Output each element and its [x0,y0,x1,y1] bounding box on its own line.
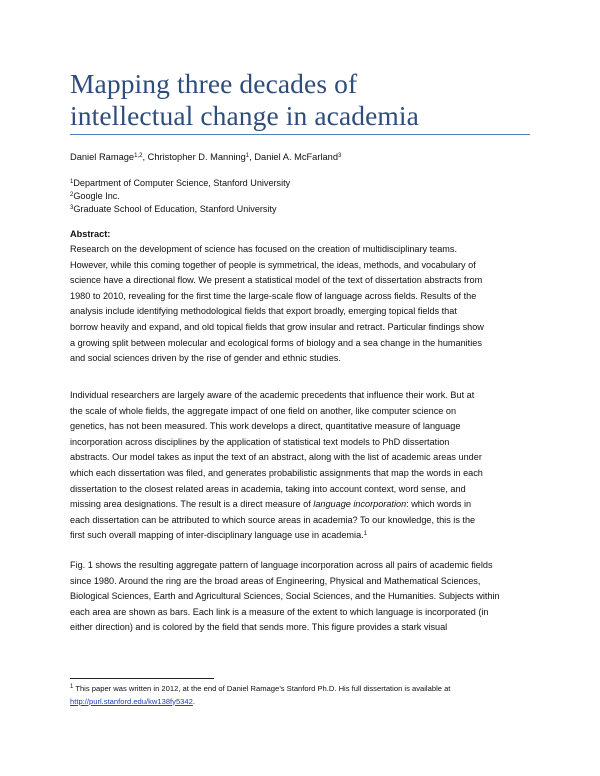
title-rule [70,134,530,135]
text-line: borrow heavily and expand, and old topical fields that grow insular and retract. Particular findings show [70,321,484,332]
text-line: and social sciences driven by the rise of gender and ethnic studies. [70,353,341,364]
affiliation [70,190,290,203]
text-line: However, while this coming together of people is symmetrical, the ideas, methods, and vocabulary of [70,259,476,270]
footnote-after: . [192,696,195,706]
title-line-2: intellectual change in academia [70,100,419,131]
text-line: since 1980. Around the ring are the broad areas of Engineering, Physical and Mathematical Sciences, [70,575,481,586]
footnote-mark: 1 [70,684,74,690]
text-line: incorporation across disciplines by the application of statistical text models to PhD dissertation [70,436,450,447]
author-name: Christopher D. Manning [147,152,246,162]
abstract-heading: Abstract: [70,229,111,239]
text-line: 1980 to 2010, revealing for the first time the large-scale flow of language across fields. Results of the [70,290,477,301]
text-run: first such overall mapping of inter-disciplinary language use in academia. [70,530,364,541]
paper-title [70,68,540,132]
title-line-1: Mapping three decades of [70,68,358,99]
text-run: missing area designations. The result is a direct measure of [70,499,314,510]
affil-mark: 3 [70,205,74,211]
author-name: Daniel A. McFarland [254,152,339,162]
body-paragraph-2 [70,558,500,636]
footnote-line [70,696,450,709]
text-line: Biological Sciences, Earth and Agricultural Sciences, Social Sciences, and the Humanities. Subjects within [70,591,500,602]
author-list [70,152,341,162]
text-line: which each dissertation was filed, and generates probabilistic assignments that map the words in each [70,467,483,478]
text-line: each area are shown as bars. Each link is a measure of the extent to which language is incorporated (in [70,606,489,617]
footnote-line [70,683,450,696]
text-line: either direction) and is colored by the field that sends more. This figure provides a stark visual [70,622,448,633]
body-paragraph-1 [70,388,483,544]
author-affil-mark: 3 [338,153,342,159]
footnote-rule [70,678,214,679]
footnote [70,683,450,708]
author-sep: , [249,152,255,162]
affil-text: Google Inc. [73,191,120,201]
affil-mark: 1 [70,179,74,185]
footnote-ref[interactable]: 1 [363,531,368,538]
text-line: genetics, has not been measured. This work develops a direct, quantitative measure of language [70,421,461,432]
affiliation [70,177,290,190]
emphasized-term: language incorporation [313,499,407,510]
text-line: each dissertation can be attributed to which source areas in academia? To our knowledge, this is the [70,514,476,525]
affil-text: Graduate School of Education, Stanford University [73,204,277,214]
footnote-text: This paper was written in 2012, at the end of Daniel Ramage’s Stanford Ph.D. His full dissertation is available at [73,684,451,693]
author-name: Daniel Ramage [70,152,135,162]
author-affil-mark: 1,2 [134,153,143,159]
affiliation [70,203,290,216]
affiliations [70,177,290,216]
author-affil-mark: 1 [245,153,250,159]
affil-text: Department of Computer Science, Stanford University [73,178,291,188]
text-line [70,497,483,513]
text-line: Fig. 1 shows the resulting aggregate pattern of language incorporation across all pairs of academic fields [70,560,493,570]
text-line: analysis include identifying methodological fields that export broadly, emerging topical fields that [70,306,457,317]
text-line: abstracts. Our model takes as input the text of an abstract, along with the list of academic areas under [70,452,482,463]
text-line: the scale of whole fields, the aggregate impact of one field on another, like computer science on [70,405,457,416]
text-line [70,528,483,544]
footnote-link[interactable]: http://purl.stanford.edu/kw138fy5342 [70,696,193,706]
text-line: dissertation to the closest related areas in academia, taking into account context, word sense, and [70,483,466,494]
text-run: : which words in [406,499,472,510]
text-line: Research on the development of science has focused on the creation of multidisciplinary teams. [70,244,458,254]
text-line: Individual researchers are largely aware of the academic precedents that influence their work. But at [70,390,475,400]
abstract-body [70,242,484,367]
author-sep: , [142,152,148,162]
text-line: a growing split between molecular and ecological forms of biology and a sea change in the humanities [70,337,482,348]
affil-mark: 2 [70,192,74,198]
text-line: science have a directional flow. We present a statistical model of the text of dissertation abstracts from [70,275,483,286]
